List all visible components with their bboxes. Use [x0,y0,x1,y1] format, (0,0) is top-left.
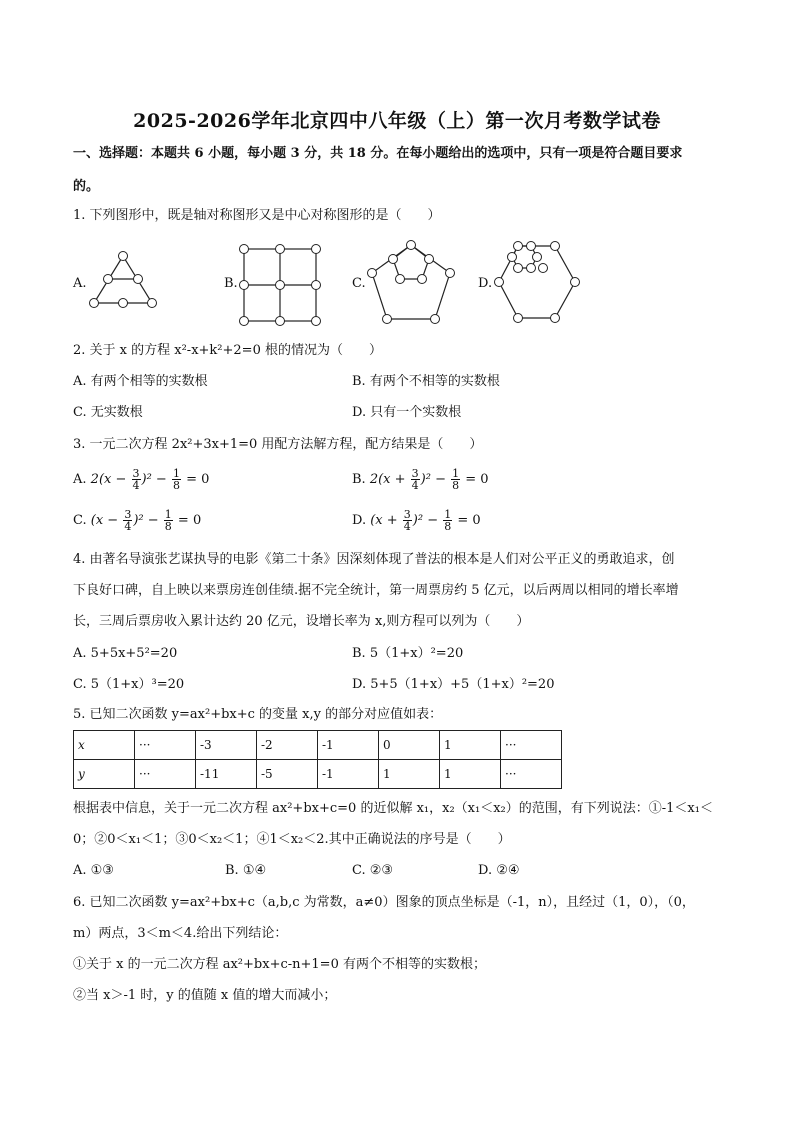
q1-label-b: B. [224,276,238,291]
q5-option-b: B. ①④ [225,863,267,878]
fraction: $\frac{1}{8}$ [172,467,180,492]
q3-option-a: A. 2(x − $\frac{3}{4}$ )² − $\frac{1}{8}$ = 0 [73,467,210,492]
q5-value-table [73,730,562,789]
fraction: $\frac{1}{8}$ [444,508,452,533]
table-cell: ··· [501,731,562,760]
q6-conclusion-2: ②当 x＞-1 时，y 的值随 x 值的增大而减小； [73,988,337,1003]
table-row [74,760,562,789]
q4-option-c: C. 5（1+x）³=20 [73,677,185,692]
q1-stem: 1. 下列图形中，既是轴对称图形又是中心对称图形的是（ ） [73,208,441,223]
exam-title: 2025-2026学年北京四中八年级（上）第一次月考数学试卷 [133,110,661,132]
table-cell: -1 [318,760,379,789]
q3-option-d: D. (x + $\frac{3}{4}$ )² − $\frac{1}{8}$ = 0 [352,508,481,533]
q4-option-d: D. 5+5（1+x）+5（1+x）²=20 [352,677,555,692]
q2-stem: 2. 关于 x 的方程 x²-x+k²+2=0 根的情况为（ ） [73,343,382,358]
q5-option-c: C. ②③ [352,863,394,878]
q1-label-a: A. [73,276,87,291]
q5-option-d: D. ②④ [478,863,520,878]
q2-option-b: B. 有两个不相等的实数根 [352,374,500,389]
q1-figure-b-grid [238,243,322,327]
q4-option-a: A. 5+5x+5²=20 [73,646,178,661]
table-cell: 0 [379,731,440,760]
table-cell: 1 [440,731,501,760]
fraction: $\frac{3}{4}$ [124,508,132,533]
q3-option-c: C. (x − $\frac{3}{4}$ )² − $\frac{1}{8}$ = 0 [73,508,202,533]
table-cell: -2 [257,731,318,760]
fraction: $\frac{1}{8}$ [164,508,172,533]
q2-option-d: D. 只有一个实数根 [352,405,462,420]
section-1-header-cont: 的。 [73,179,100,194]
q5-info-line2: 0；②0＜x₁＜1；③0＜x₂＜1；④1＜x₂＜2.其中正确说法的序号是（ ） [73,832,511,847]
table-cell: x [74,731,135,760]
table-cell: 1 [440,760,501,789]
table-cell: -11 [196,760,257,789]
fraction: $\frac{1}{8}$ [452,467,460,492]
q5-info-line1: 根据表中信息，关于一元二次方程 ax²+bx+c=0 的近似解 x₁，x₂（x₁＜x₂）的范围，有下列说法：①-1＜x₁＜ [73,801,713,816]
table-cell: -3 [196,731,257,760]
fraction: $\frac{3}{4}$ [132,467,140,492]
table-cell: ··· [135,760,196,789]
q6-stem-line2: m）两点，3＜m＜4.给出下列结论： [73,926,288,941]
q1-label-d: D. [478,276,493,291]
q2-option-a: A. 有两个相等的实数根 [73,374,208,389]
table-cell: ··· [501,760,562,789]
q5-stem: 5. 已知二次函数 y=ax²+bx+c 的变量 x,y 的部分对应值如表： [73,707,443,722]
q3-option-b: B. 2(x + $\frac{3}{4}$ )² − $\frac{1}{8}$ = 0 [352,467,489,492]
q1-label-c: C. [352,276,366,291]
q6-conclusion-1: ①关于 x 的一元二次方程 ax²+bx+c-n+1=0 有两个不相等的实数根； [73,957,486,972]
table-cell: 1 [379,760,440,789]
table-row [74,731,562,760]
q1-figure-a-triangle [88,248,158,310]
q1-figure-c-pentagons [365,237,461,325]
q1-figure-d-hexagons [493,238,585,324]
q5-option-a: A. ①③ [73,863,114,878]
table-cell: y [74,760,135,789]
section-1-header: 一、选择题：本题共 6 小题，每小题 3 分，共 18 分。在每小题给出的选项中，只有一项是符合题目要求 [73,146,683,161]
fraction: $\frac{3}{4}$ [403,508,411,533]
q4-stem-line3: 长，三周后票房收入累计达约 20 亿元，设增长率为 x,则方程可以列为（ ） [73,614,530,629]
q3-stem: 3. 一元二次方程 2x²+3x+1=0 用配方法解方程，配方结果是（ ） [73,437,483,452]
q4-stem-line2: 下良好口碑，自上映以来票房连创佳绩.据不完全统计，第一周票房约 5 亿元，以后两周以相同的增长率增 [73,583,679,598]
q4-stem-line1: 4. 由著名导演张艺谋执导的电影《第二十条》因深刻体现了普法的根本是人们对公平正义的勇敢追求，创 [73,552,675,567]
fraction: $\frac{3}{4}$ [411,467,419,492]
table-cell: -1 [318,731,379,760]
q6-stem-line1: 6. 已知二次函数 y=ax²+bx+c（a,b,c 为常数，a≠0）图象的顶点坐标是（-1，n），且经过（1，0），（0， [73,895,695,910]
q4-option-b: B. 5（1+x）²=20 [352,646,464,661]
table-cell: ··· [135,731,196,760]
q2-option-c: C. 无实数根 [73,405,143,420]
table-cell: -5 [257,760,318,789]
